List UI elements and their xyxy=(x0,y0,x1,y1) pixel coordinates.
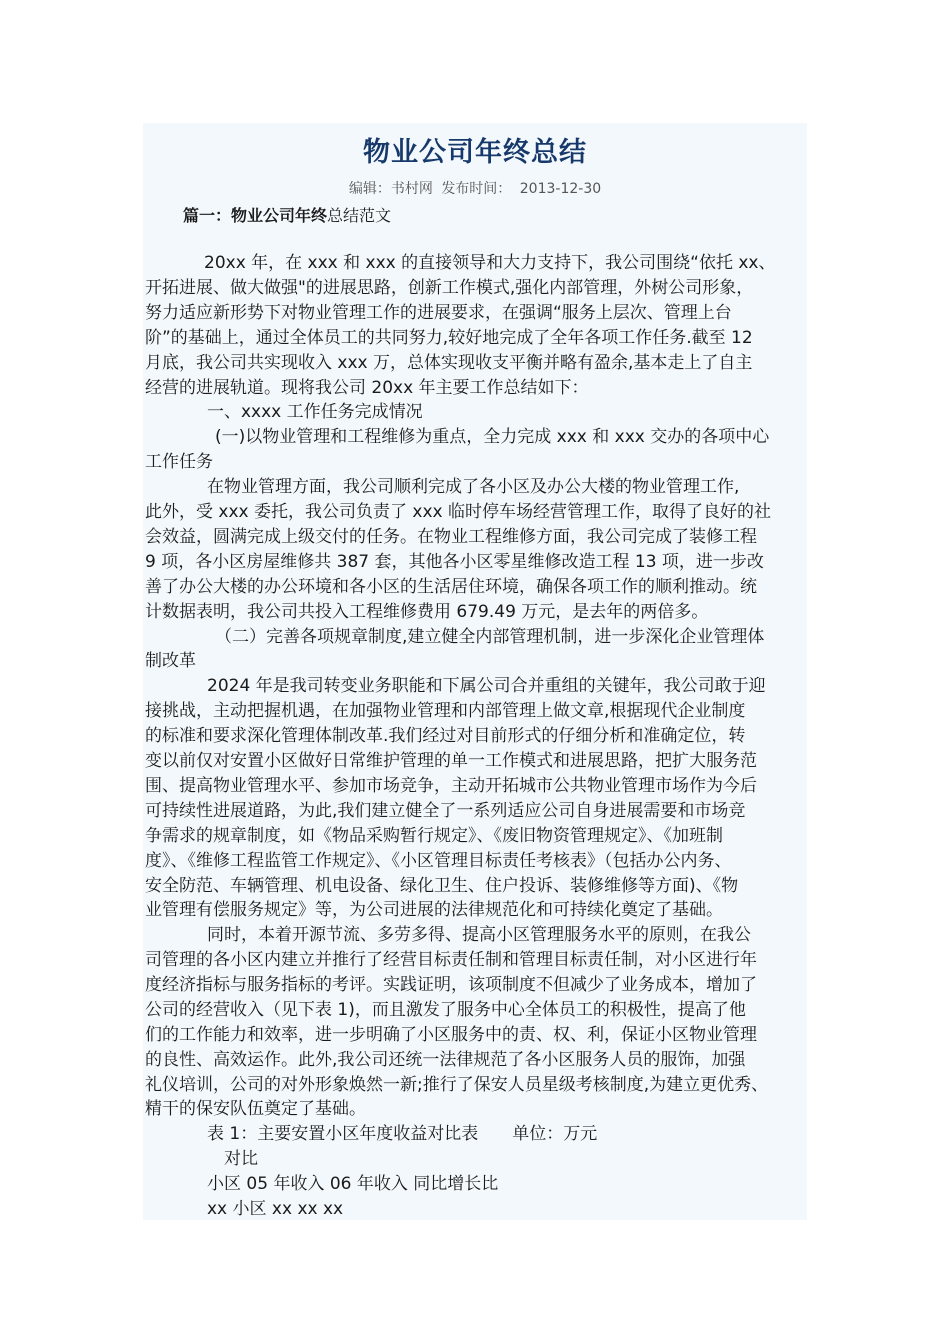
body-line: 计数据表明，我公司共投入工程维修费用 679.49 万元，是去年的两倍多。 xyxy=(145,602,709,622)
body-line: 2024 年是我司转变业务职能和下属公司合并重组的关键年，我公司敢于迎 xyxy=(207,676,766,696)
body-line: 公司的经营收入（见下表 1)，而且激发了服务中心全体员工的积极性，提高了他 xyxy=(145,1000,746,1020)
body-line: 变以前仅对安置小区做好日常维护管理的单一工作模式和进展思路，把扩大服务范 xyxy=(145,751,757,771)
published-label: 发布时间： xyxy=(441,181,512,197)
body-line: 开拓进展、做大做强"的进展思路，创新工作模式,强化内部管理，外树公司形象， xyxy=(145,278,754,298)
body-line: 的标准和要求深化管理体制改革.我们经过对目前形式的仔细分析和准确定位，转 xyxy=(145,726,746,746)
body-line: 业管理有偿服务规定》等，为公司进展的法律规范化和可持续化奠定了基础。 xyxy=(145,900,723,920)
body-line: 安全防范、车辆管理、机电设备、绿化卫生、住户投诉、装修维修等方面)、《物 xyxy=(145,876,739,896)
body-line: 们的工作能力和效率，进一步明确了小区服务中的责、权、利，保证小区物业管理 xyxy=(145,1025,757,1045)
section-heading-bold: 篇一：物业公司年终 xyxy=(183,206,328,225)
heading-line: 一、xxxx 工作任务完成情况 xyxy=(207,402,423,422)
body-line: 礼仪培训，公司的对外形象焕然一新;推行了保安人员星级考核制度,为建立更优秀、 xyxy=(145,1075,769,1095)
body-line: 9 项，各小区房屋维修共 387 套，其他各小区零星维修改造工程 13 项，进一步改 xyxy=(145,552,764,572)
subheading-line: 工作任务 xyxy=(145,452,213,472)
body-line: 可持续性进展道路，为此,我们建立健全了一系列适应公司自身进展需要和市场竞 xyxy=(145,801,746,821)
subheading-line: 制改革 xyxy=(145,651,196,671)
body-line: 的良性、高效运作。此外,我公司还统一法律规范了各小区服务人员的服饰，加强 xyxy=(145,1050,746,1070)
body-line: 同时，本着开源节流、多劳多得、提高小区管理服务水平的原则，在我公 xyxy=(207,925,751,945)
body-line: 阶”的基础上，通过全体员工的共同努力,较好地完成了全年各项工作任务.截至 12 xyxy=(145,328,753,348)
table-caption: 表 1：主要安置小区年度收益对比表 单位：万元 xyxy=(207,1124,598,1144)
body-line: 经营的进展轨道。现将我公司 20xx 年主要工作总结如下： xyxy=(145,378,589,398)
body-line: 会效益，圆满完成上级交付的任务。在物业工程维修方面，我公司完成了装修工程 xyxy=(145,527,757,547)
editor-label: 编辑：书村网 xyxy=(348,181,433,197)
subheading-line: (一)以物业管理和工程维修为重点，全力完成 xxx 和 xxx 交办的各项中心 xyxy=(215,427,770,447)
body-line: 围、提高物业管理水平、参加市场竞争，主动开拓城市公共物业管理市场作为今后 xyxy=(145,776,757,796)
section-heading xyxy=(183,203,391,226)
page-title: 物业公司年终总结 xyxy=(363,137,587,168)
body-line: 司管理的各小区内建立并推行了经营目标责任制和管理目标责任制，对小区进行年 xyxy=(145,950,757,970)
article-meta xyxy=(0,178,950,198)
body-line: 度》、《维修工程监管工作规定》、《小区管理目标责任考核表》（包括办公内务、 xyxy=(145,851,732,871)
body-line: 争需求的规章制度，如《物品采购暂行规定》、《废旧物资管理规定》、《加班制 xyxy=(145,826,723,846)
table-line: 对比 xyxy=(224,1149,258,1169)
table-line: 小区 05 年收入 06 年收入 同比增长比 xyxy=(207,1174,499,1194)
body-line: 在物业管理方面，我公司顺利完成了各小区及办公大楼的物业管理工作, xyxy=(207,477,740,497)
body-line: 20xx 年，在 xxx 和 xxx 的直接领导和大力支持下，我公司围绕“依托 xx、 xyxy=(204,253,776,273)
body-line: 月底，我公司共实现收入 xxx 万，总体实现收支平衡并略有盈余,基本走上了自主 xyxy=(145,353,753,373)
body-line: 善了办公大楼的办公环境和各小区的生活居住环境，确保各项工作的顺利推动。统 xyxy=(145,577,757,597)
body-line: 精干的保安队伍奠定了基础。 xyxy=(145,1099,366,1119)
body-line: 接挑战，主动把握机遇，在加强物业管理和内部管理上做文章,根据现代企业制度 xyxy=(145,701,746,721)
subheading-line: （二）完善各项规章制度,建立健全内部管理机制，进一步深化企业管理体 xyxy=(215,627,765,647)
body-line: 度经济指标与服务指标的考评。实践证明，该项制度不但减少了业务成本，增加了 xyxy=(145,975,757,995)
publish-date: 2013-12-30 xyxy=(519,181,602,197)
body-line: 努力适应新形势下对物业管理工作的进展要求，在强调“服务上层次、管理上台 xyxy=(145,303,732,323)
table-line: xx 小区 xx xx xx xyxy=(207,1199,344,1219)
body-line: 此外，受 xxx 委托，我公司负责了 xxx 临时停车场经营管理工作，取得了良好的社 xyxy=(145,502,771,522)
section-heading-rest: 总结范文 xyxy=(327,206,392,225)
